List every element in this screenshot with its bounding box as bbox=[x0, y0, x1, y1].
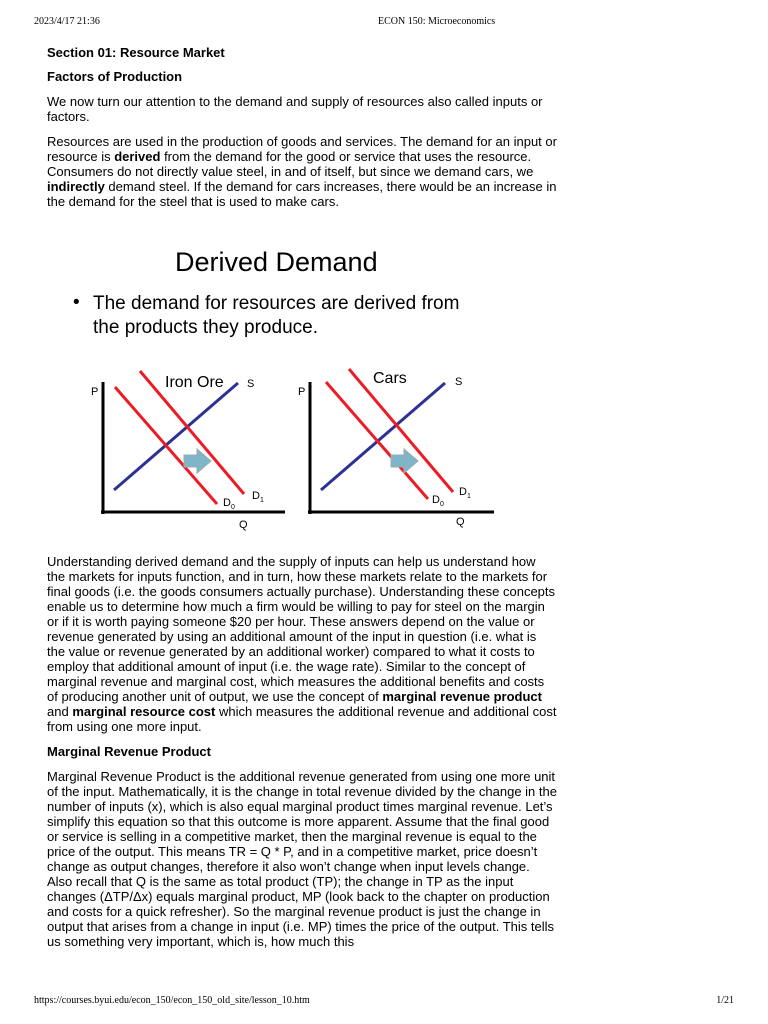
cars-q-label: Q bbox=[456, 516, 465, 528]
mrp-term-bold: marginal revenue product bbox=[382, 689, 542, 704]
print-page-title: ECON 150: Microeconomics bbox=[378, 16, 496, 27]
iron-ore-q-label: Q bbox=[239, 519, 248, 531]
derived-bold: derived bbox=[114, 149, 161, 164]
iron-ore-d1-label: $D_1$ bbox=[252, 490, 264, 504]
derived-demand-slide bbox=[47, 232, 517, 552]
cars-d0-label: $D_0$ bbox=[432, 494, 444, 508]
cars-title: Cars bbox=[373, 370, 407, 387]
intro-paragraph: We now turn our attention to the demand and supply of resources also called inputs or factors. bbox=[47, 94, 543, 124]
bullet-icon: • bbox=[73, 292, 80, 313]
iron-ore-title: Iron Ore bbox=[165, 374, 224, 391]
cars-shift-arrow-icon bbox=[391, 449, 418, 473]
iron-ore-graph bbox=[91, 371, 285, 531]
print-url: https://courses.byui.edu/econ_150/econ_150_old_site/lesson_10.htm bbox=[34, 995, 310, 1006]
iron-ore-d0-label: $D_0$ bbox=[223, 497, 235, 511]
iron-ore-s-label: S bbox=[247, 378, 255, 390]
mrp-paragraph: Marginal Revenue Product is the additional revenue generated from using one more unit of the input. Mathematically, it is the change in total revenue divided by the change in the number of inputs (x), which is also equal marginal product times marginal revenue. Let’s simplify this equation so that this outcome is more apparent. Assume that the final good or service is selling in a competitive market, then the marginal revenue is equal to the price of the output. This means TR = Q * P, and in a competitive market, price doesn’t change as output changes, therefore it also won’t change when input levels change. Also recall that Q is the same as total product (TP); the change in TP as the input changes (ΔTP/Δx) equals marginal product, MP (look back to the chapter on production and costs for a quick refresher). So the marginal revenue product is just the change in output that arises from a change in input (i.e. MP) times the price of the output. This tells us something very important, which is, how much this bbox=[47, 769, 557, 949]
understanding-paragraph: Understanding derived demand and the supply of inputs can help us understand how the markets for inputs function, and in turn, how these markets relate to the markets for final goods (i.e. the goods consumers actually purchase). Understanding these concepts enable us to determine how much a firm would be willing to pay for steel on the margin or if it is worth paying someone $20 per hour. These answers depend on the value or revenue generated by using an additional amount of the input in question (i.e. what is the value or revenue generated by an additional worker) compared to what it costs to employ that additional amount of input (i.e. the wage rate). Similar to the concept of marginal revenue and marginal cost, which measures the additional benefits and costs of producing another unit of output, we use the concept of marginal revenue product and marginal resource cost which measures the additional revenue and additional cost from using one more input. bbox=[47, 554, 557, 734]
derived-paragraph: Resources are used in the production of goods and services. The demand for an input or resource is derived from the demand for the good or service that uses the resource. Consumers do not directly value steel, in and of itself, but since we demand cars, we indirectly demand steel. If the demand for cars increases, there would be an increase in the demand for the steel that is used to make cars. bbox=[47, 134, 557, 209]
cars-demand-d1 bbox=[349, 369, 453, 492]
slide-title: Derived Demand bbox=[175, 247, 378, 277]
cars-demand-d0 bbox=[326, 382, 428, 499]
cars-graph bbox=[298, 369, 494, 528]
factors-heading: Factors of Production bbox=[47, 69, 183, 84]
cars-p-label: P bbox=[298, 386, 306, 398]
iron-ore-supply-line bbox=[114, 383, 238, 490]
mrc-term-bold: marginal resource cost bbox=[72, 704, 216, 719]
section-title: Section 01: Resource Market bbox=[47, 45, 225, 60]
cars-s-label: S bbox=[455, 376, 463, 388]
slide-bullet: The demand for resources are derived from the products they produce. bbox=[93, 293, 460, 338]
cars-d1-label: $D_1$ bbox=[459, 486, 471, 500]
mrp-heading: Marginal Revenue Product bbox=[47, 744, 211, 759]
print-timestamp: 2023/4/17 21:36 bbox=[34, 16, 100, 27]
page-number: 1/21 bbox=[716, 995, 734, 1006]
indirectly-bold: indirectly bbox=[47, 179, 105, 194]
derived-demand-graphs bbox=[47, 232, 517, 552]
iron-ore-p-label: P bbox=[91, 386, 99, 398]
